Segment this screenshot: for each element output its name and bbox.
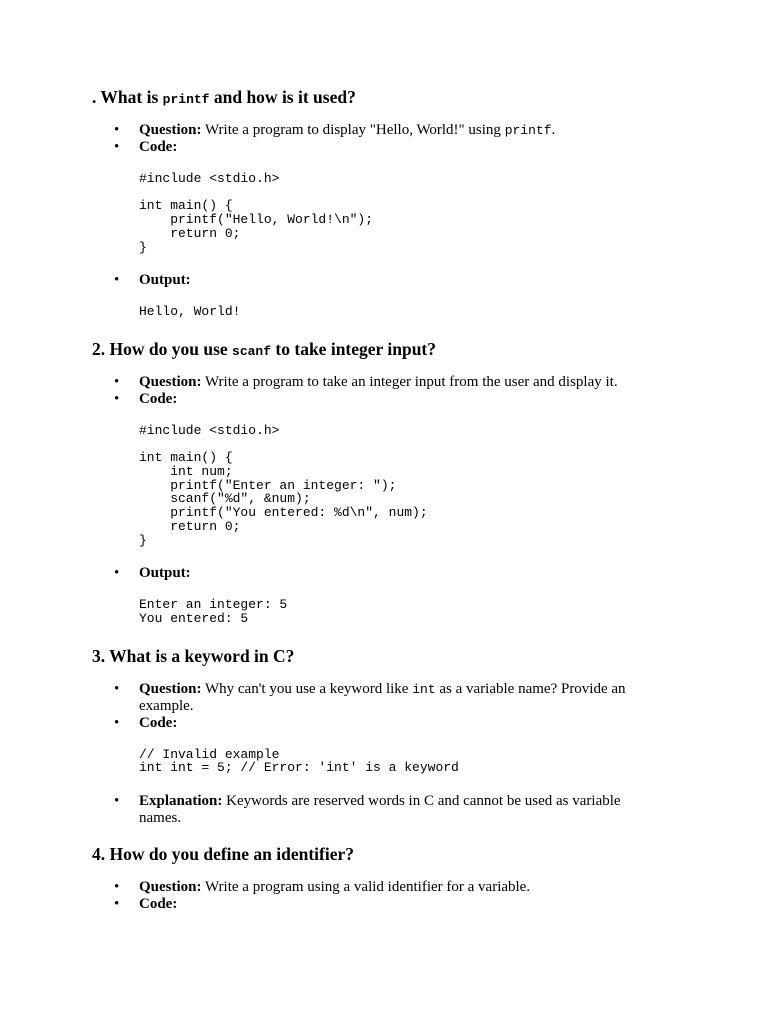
printf-code: printf [162,92,210,107]
list-item-question: • Question: Write a program to display "Hello, World!" using printf. [92,122,652,139]
code-block: #include <stdio.h> int main() { printf("Hello, World!\n"); return 0; } [139,171,374,255]
section-2-heading: 2. How do you use scanf to take integer input? [92,338,436,359]
list-item-explanation: • Explanation: Keywords are reserved words in C and cannot be used as variable names. [92,793,652,827]
list-item-output: • Output: [92,565,652,582]
list-item-output: • Output: [92,272,652,289]
list-item-question: • Question: Why can't you use a keyword like int as a variable name? Provide an example. [92,681,652,715]
section-1-heading: . What is printf and how is it used? [92,87,356,107]
section-3-list [92,681,652,732]
section-1-list [92,122,652,156]
output-block: Enter an integer: 5 You entered: 5 [139,597,288,626]
list-item-code: • Code: [92,139,652,156]
code-block: // Invalid example int int = 5; // Error: 'int' is a keyword [139,746,459,776]
list-item-code: • Code: [92,715,652,732]
document-page [92,87,652,913]
list-item-code: • Code: [92,896,652,913]
list-item-question: • Question: Write a program using a valid identifier for a variable. [92,879,652,896]
code-block: #include <stdio.h> int main() { int num; printf("Enter an integer: "); scanf("%d", &num); printf("You entered: %d\n", num); return 0; } [139,422,428,548]
section-2-list [92,374,652,408]
list-item-question: • Question: Write a program to take an integer input from the user and display it. [92,374,652,391]
list-item-code: • Code: [92,391,652,408]
output-block: Hello, World! [139,304,241,320]
section-4-list [92,879,652,913]
scanf-code: scanf [232,343,272,359]
section-3-heading: 3. What is a keyword in C? [92,645,295,666]
section-4-heading: 4. How do you define an identifier? [92,844,355,865]
